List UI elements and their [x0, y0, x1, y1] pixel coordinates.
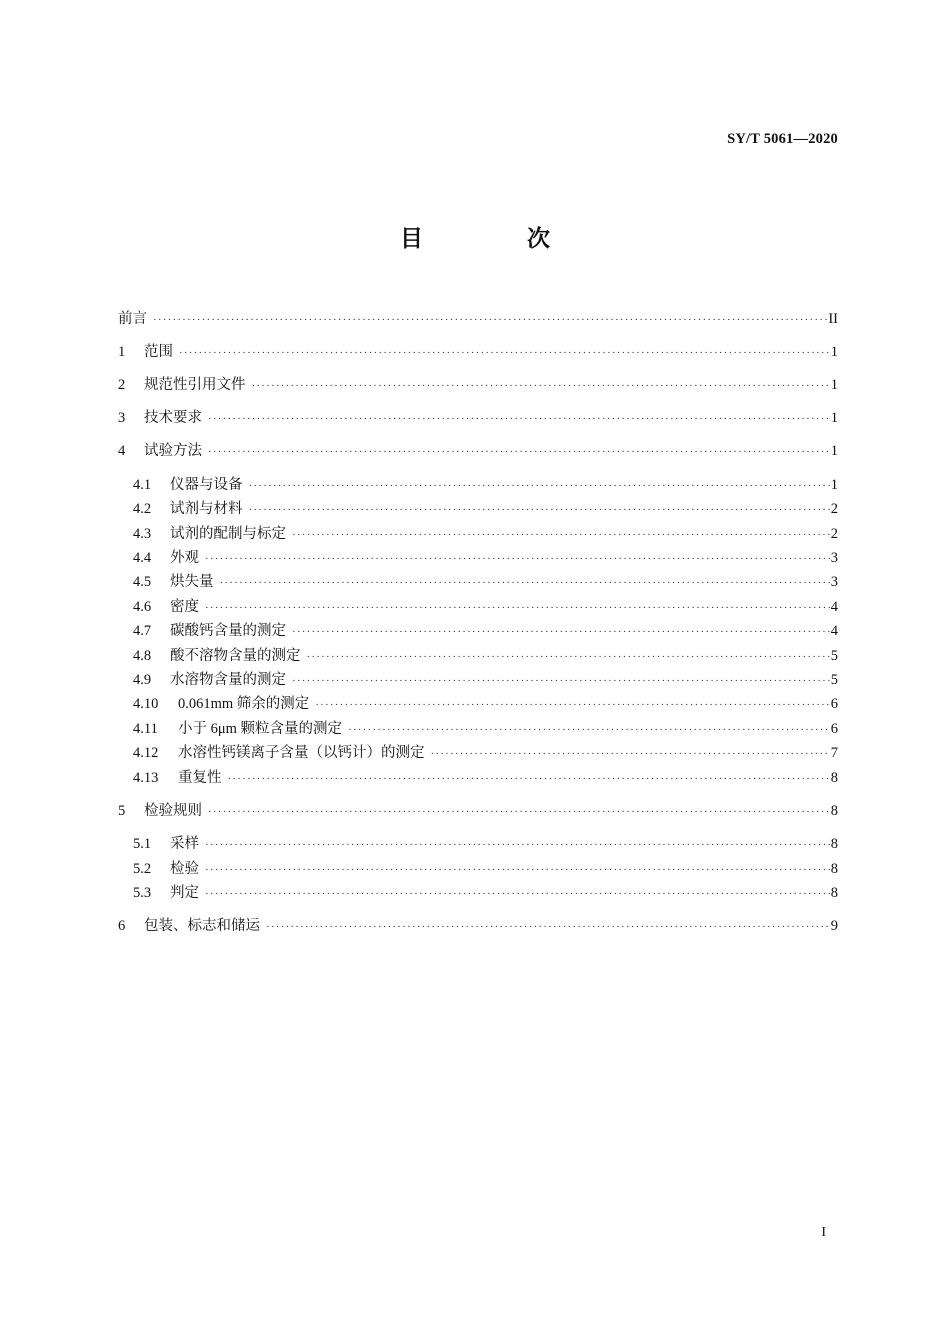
page-title: 目 次: [399, 226, 598, 252]
toc-entry-4-3[interactable]: [133, 524, 838, 544]
toc-entry-text: 判定: [170, 885, 199, 901]
toc-page-number: 5: [830, 672, 838, 688]
toc-page-number: 1: [830, 477, 838, 493]
toc-leader-dots: [208, 802, 830, 822]
toc-page-number: 1: [830, 410, 838, 426]
toc-page-number: 8: [830, 885, 838, 901]
toc-entry-foreword[interactable]: [118, 309, 838, 329]
toc-entry-4-1[interactable]: [133, 475, 838, 495]
toc-entry-text: 试剂的配制与标定: [170, 526, 286, 542]
toc-leader-dots: [292, 525, 830, 545]
toc-entry-number: 1: [118, 344, 126, 360]
toc-page-number: 1: [830, 443, 838, 459]
toc-entry-text: 检验: [170, 861, 199, 877]
toc-entry-text: 包装、标志和储运: [144, 918, 260, 934]
toc-entry-text: 试验方法: [144, 443, 202, 459]
toc-entry-number: 4: [118, 443, 126, 459]
toc-page-number: 1: [830, 344, 838, 360]
standard-number: SY/T 5061—2020: [727, 131, 838, 147]
toc-page-number: 6: [830, 721, 838, 737]
toc-entry-number: 5.3: [133, 885, 152, 901]
toc-entry-number: 4.8: [133, 648, 152, 664]
toc-page-number: 3: [830, 550, 838, 566]
toc-entry-text: 仪器与设备: [170, 477, 243, 493]
toc-entry-text: 重复性: [178, 770, 222, 786]
toc-page-number: 4: [830, 599, 838, 615]
toc-leader-dots: [249, 500, 831, 520]
toc-leader-dots: [205, 860, 830, 880]
toc-entry-number: 4.4: [133, 550, 152, 566]
toc-entry-text: 规范性引用文件: [144, 377, 246, 393]
toc-entry-number: 5.2: [133, 861, 152, 877]
toc-leader-dots: [228, 769, 831, 789]
toc-leader-dots: [348, 720, 830, 740]
toc-entry-4-7[interactable]: [133, 621, 838, 641]
toc-entry-text: 范围: [144, 344, 173, 360]
toc-leader-dots: [315, 695, 830, 715]
toc-entry-number: 4.10: [133, 696, 159, 712]
toc-entry-4-9[interactable]: [133, 670, 838, 690]
toc-page-number: 1: [830, 377, 838, 393]
toc-entry-number: 4.6: [133, 599, 152, 615]
toc-entry-5-1[interactable]: [133, 834, 838, 854]
toc-entry-4[interactable]: [118, 441, 838, 461]
toc-entry-3[interactable]: [118, 408, 838, 428]
toc-leader-dots: [208, 442, 830, 462]
toc-entry-4-5[interactable]: [133, 572, 838, 592]
toc-entry-4-4[interactable]: [133, 548, 838, 568]
toc-page-number: 8: [830, 803, 838, 819]
toc-page-number: 2: [830, 526, 838, 542]
toc-entry-text: 水溶性钙镁离子含量（以钙计）的测定: [178, 745, 425, 761]
toc-entry-text: 技术要求: [144, 410, 202, 426]
toc-leader-dots: [252, 376, 831, 396]
toc-entry-number: 4.3: [133, 526, 152, 542]
toc-entry-text: 碳酸钙含量的测定: [170, 623, 286, 639]
toc-entry-number: 5: [118, 803, 126, 819]
toc-leader-dots: [205, 598, 830, 618]
toc-entry-4-8[interactable]: [133, 646, 838, 666]
toc-entry-text: 采样: [170, 836, 199, 852]
toc-entry-number: 4.12: [133, 745, 159, 761]
toc-leader-dots: [153, 310, 828, 330]
toc-page-number: 9: [830, 918, 838, 934]
toc-entry-number: 6: [118, 918, 126, 934]
toc-page-number: 8: [830, 836, 838, 852]
toc-leader-dots: [266, 917, 830, 937]
toc-leader-dots: [205, 884, 830, 904]
toc-page-number: 4: [830, 623, 838, 639]
toc-entry-text: 0.061mm 筛余的测定: [178, 696, 310, 712]
toc-entry-number: 5.1: [133, 836, 152, 852]
toc-entry-4-11[interactable]: [133, 719, 838, 739]
toc-leader-dots: [220, 573, 831, 593]
toc-page-number: 2: [830, 501, 838, 517]
toc-entry-text: 检验规则: [144, 803, 202, 819]
toc-leader-dots: [249, 476, 831, 496]
toc-entry-5-2[interactable]: [133, 859, 838, 879]
toc-entry-4-2[interactable]: [133, 499, 838, 519]
toc-page-number: 5: [830, 648, 838, 664]
toc-entry-number: 4.11: [133, 721, 158, 737]
toc-page-number: 6: [830, 696, 838, 712]
toc-entry-text: 酸不溶物含量的测定: [170, 648, 301, 664]
toc-entry-5-3[interactable]: [133, 883, 838, 903]
toc-page-number: 8: [830, 861, 838, 877]
toc-leader-dots: [179, 343, 830, 363]
toc-entry-4-12[interactable]: [133, 743, 838, 763]
toc-entry-text: 试剂与材料: [170, 501, 243, 517]
toc-entry-number: 4.5: [133, 574, 152, 590]
toc-entry-1[interactable]: [118, 342, 838, 362]
toc-leader-dots: [292, 622, 830, 642]
toc-entry-6[interactable]: [118, 916, 838, 936]
toc-entry-4-10[interactable]: [133, 694, 838, 714]
toc-leader-dots: [208, 409, 830, 429]
toc-leader-dots: [205, 549, 830, 569]
toc-entry-number: 2: [118, 377, 126, 393]
toc-entry-number: 4.9: [133, 672, 152, 688]
toc-leader-dots: [292, 671, 830, 691]
toc-leader-dots: [431, 744, 831, 764]
toc-entry-number: 4.7: [133, 623, 152, 639]
toc-entry-number: 4.2: [133, 501, 152, 517]
toc-entry-text: 水溶物含量的测定: [170, 672, 286, 688]
toc-leader-dots: [205, 835, 830, 855]
toc-entry-text: 前言: [118, 311, 147, 327]
toc-entry-text: 小于 6μm 颗粒含量的测定: [178, 721, 343, 737]
toc-page-number: 8: [830, 770, 838, 786]
toc-entry-text: 烘失量: [170, 574, 214, 590]
toc-entry-text: 外观: [170, 550, 199, 566]
toc-entry-2[interactable]: [118, 375, 838, 395]
toc-entry-4-6[interactable]: [133, 597, 838, 617]
toc-leader-dots: [307, 647, 831, 667]
toc-entry-number: 4.1: [133, 477, 152, 493]
toc-entry-number: 4.13: [133, 770, 159, 786]
toc-entry-4-13[interactable]: [133, 768, 838, 788]
toc-entry-number: 3: [118, 410, 126, 426]
toc-entry-text: 密度: [170, 599, 199, 615]
toc-page-number: 3: [830, 574, 838, 590]
toc-page-number: 7: [830, 745, 838, 761]
toc-page-number: II: [828, 311, 838, 327]
toc-entry-5[interactable]: [118, 801, 838, 821]
page-number-footer: I: [821, 1225, 826, 1240]
